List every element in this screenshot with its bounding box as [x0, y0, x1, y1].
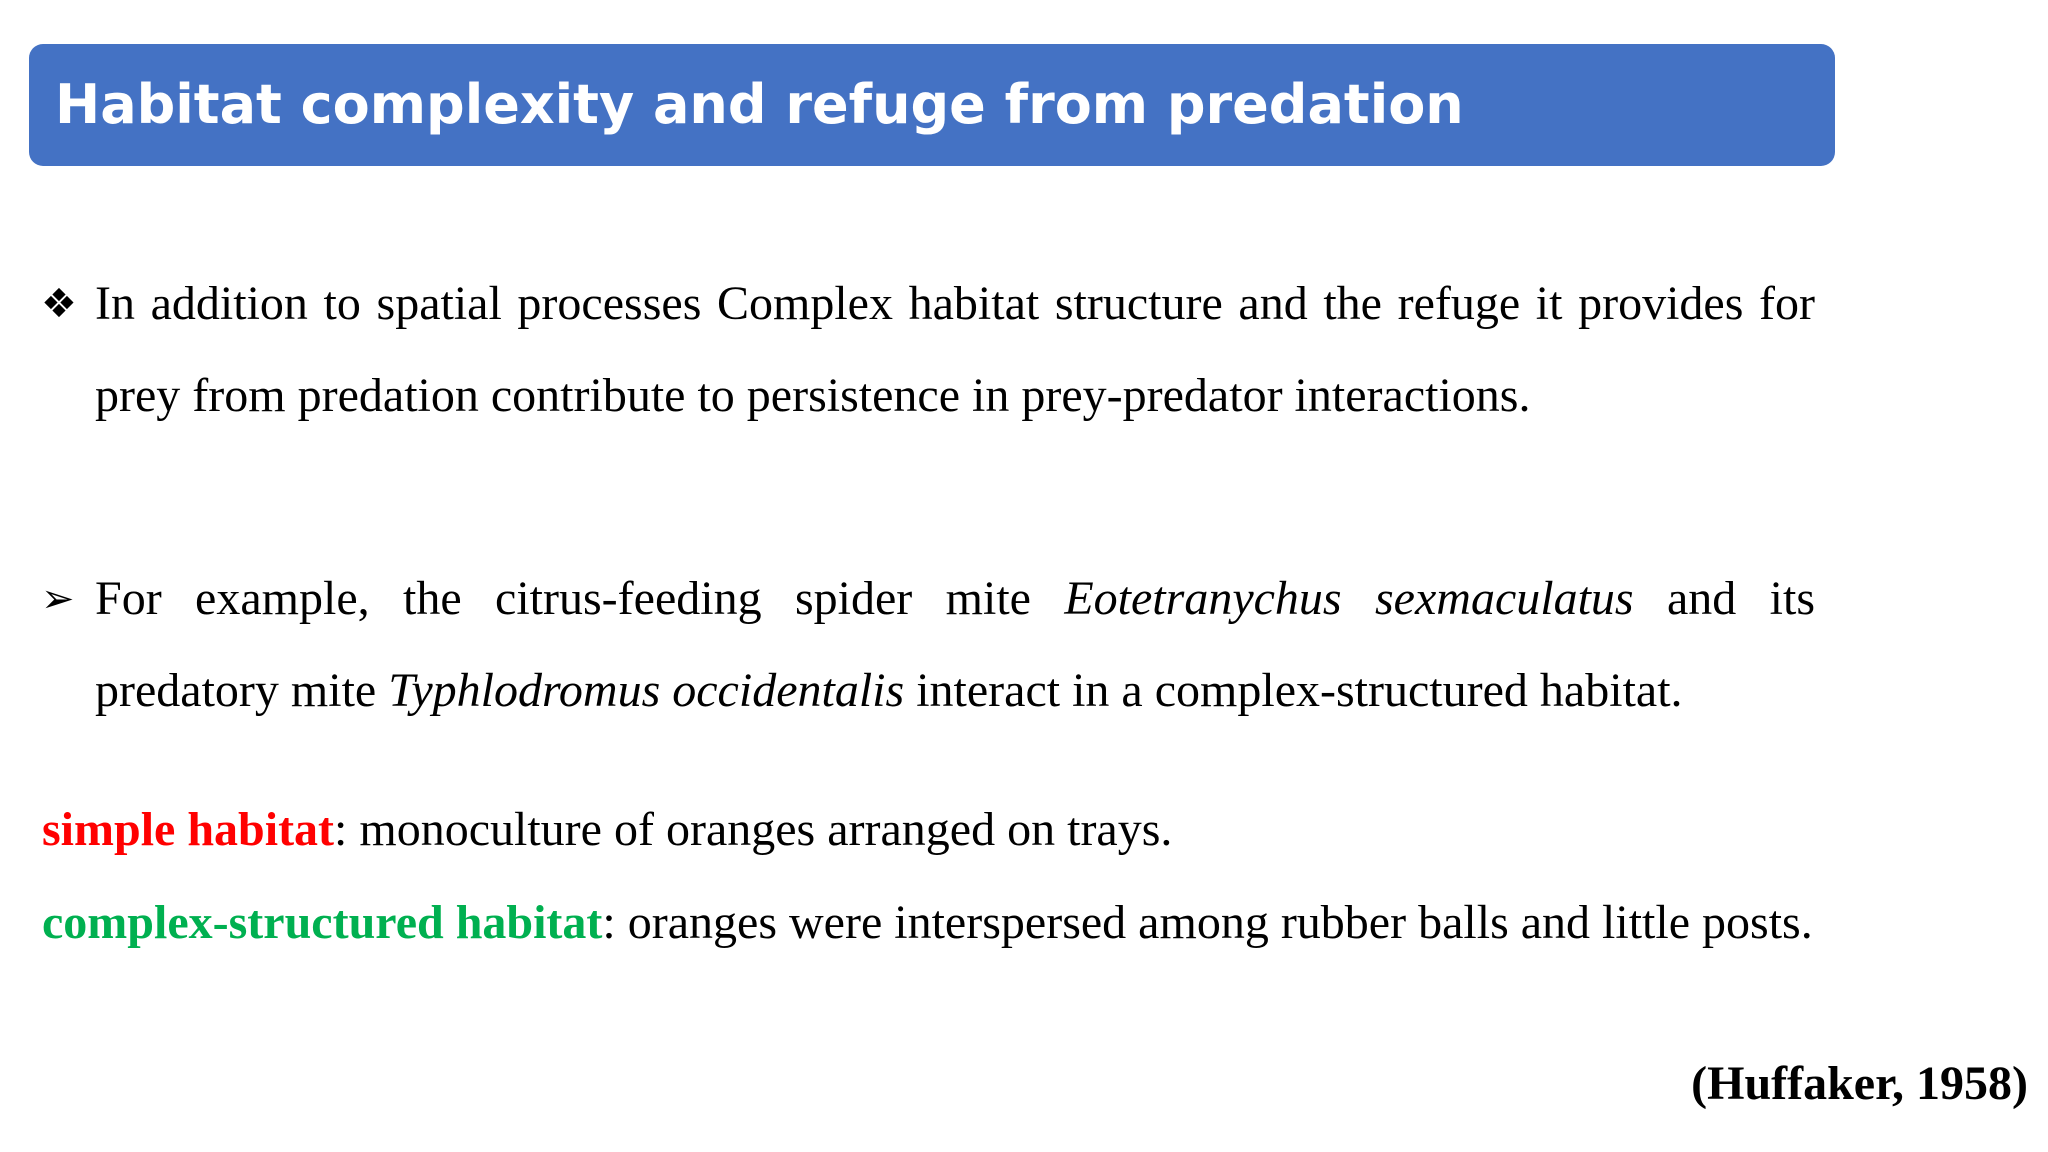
bullet-text	[95, 553, 1815, 737]
definition-description: : monoculture of oranges arranged on trays.	[334, 803, 1173, 856]
definition-description: : oranges were interspersed among rubber balls and little posts.	[602, 896, 1813, 949]
bullet-text-part: and its predatory mite	[95, 572, 1816, 717]
arrowhead-bullet-icon: ➢	[41, 576, 75, 622]
bullet-text-part: For example, the citrus-feeding spider mite	[95, 572, 1065, 625]
definition-simple-habitat	[42, 800, 1172, 860]
slide-title: Habitat complexity and refuge from predation	[55, 73, 1464, 136]
definition-complex-habitat	[42, 893, 1813, 953]
definition-term: simple habitat	[42, 803, 335, 856]
species-name-predator: Typhlodromus occidentalis	[388, 664, 905, 717]
definition-term: complex-structured habitat	[42, 896, 603, 949]
bullet-item-habitat-structure	[41, 258, 1815, 442]
bullet-text-part: interact in a complex-structured habitat.	[904, 664, 1683, 717]
four-diamond-bullet-icon: ❖	[41, 281, 77, 327]
bullet-item-example	[41, 553, 1816, 737]
bullet-text: In addition to spatial processes Complex habitat structure and the refuge it provides for prey from predation contribute to persistence in prey-predator interactions.	[95, 277, 1815, 422]
species-name-prey: Eotetranychus sexmaculatus	[1064, 572, 1634, 625]
slide-title-bar	[29, 44, 1835, 166]
citation: (Huffaker, 1958)	[1691, 1057, 2028, 1110]
